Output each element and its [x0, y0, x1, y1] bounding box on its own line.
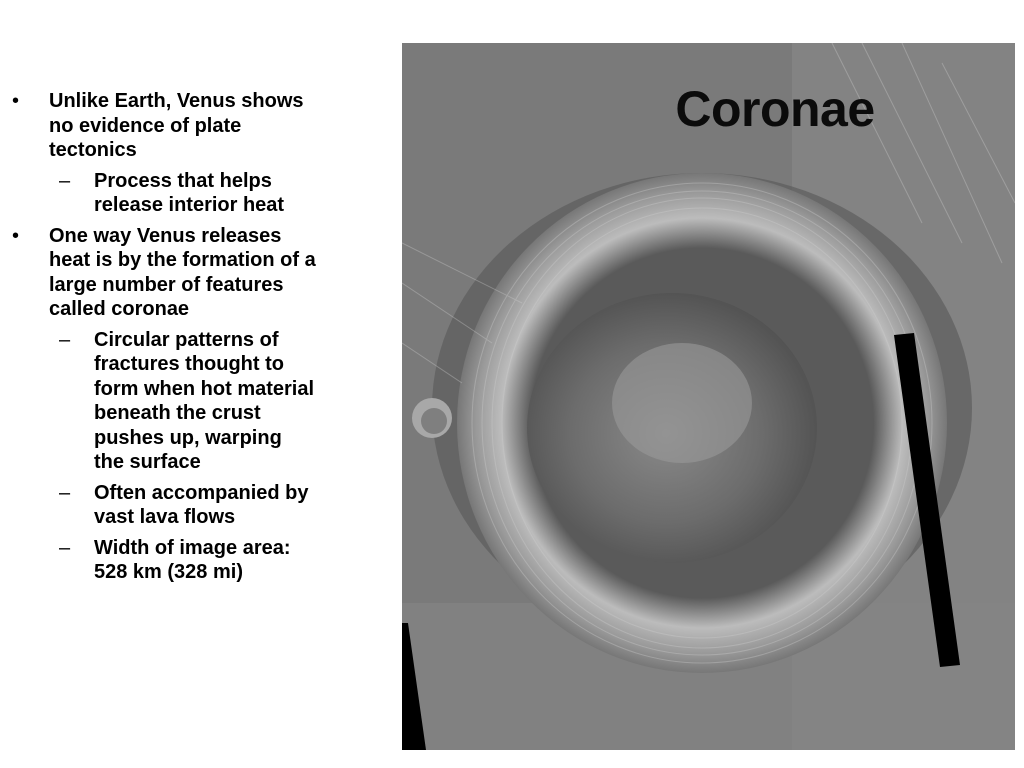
sub-bullet-item — [12, 328, 317, 475]
sub-bullet-marker: – — [59, 328, 71, 351]
sub-bullet-marker: – — [59, 481, 71, 504]
sub-bullet-text: Often accompanied by vast lava flows — [94, 481, 309, 528]
sub-bullet-item — [12, 536, 317, 585]
sub-bullet-text: Process that helps release interior heat — [94, 169, 285, 216]
slide-title: Coronae — [675, 81, 875, 137]
sub-bullet-text: Circular patterns of fractures thought to form when hot material beneath the crust pushes up, warping the surface — [94, 328, 315, 473]
bullet-text: Unlike Earth, Venus shows no evidence of plate tectonics — [49, 90, 304, 161]
bullet-marker: • — [12, 90, 20, 112]
bullet-list — [12, 89, 317, 591]
bullet-item — [12, 89, 317, 163]
sub-bullet-marker: – — [59, 536, 71, 559]
sub-bullet-item — [12, 169, 317, 218]
sub-bullet-text: Width of image area: 528 km (328 mi) — [94, 536, 291, 583]
coronae-radar-image — [402, 43, 1015, 750]
bullet-marker: • — [12, 224, 20, 247]
bullet-text: One way Venus releases heat is by the formation of a large number of features called coronae — [49, 224, 316, 320]
sub-bullet-item — [12, 481, 317, 530]
bullet-item — [12, 224, 317, 322]
sub-bullet-marker: – — [59, 169, 71, 192]
